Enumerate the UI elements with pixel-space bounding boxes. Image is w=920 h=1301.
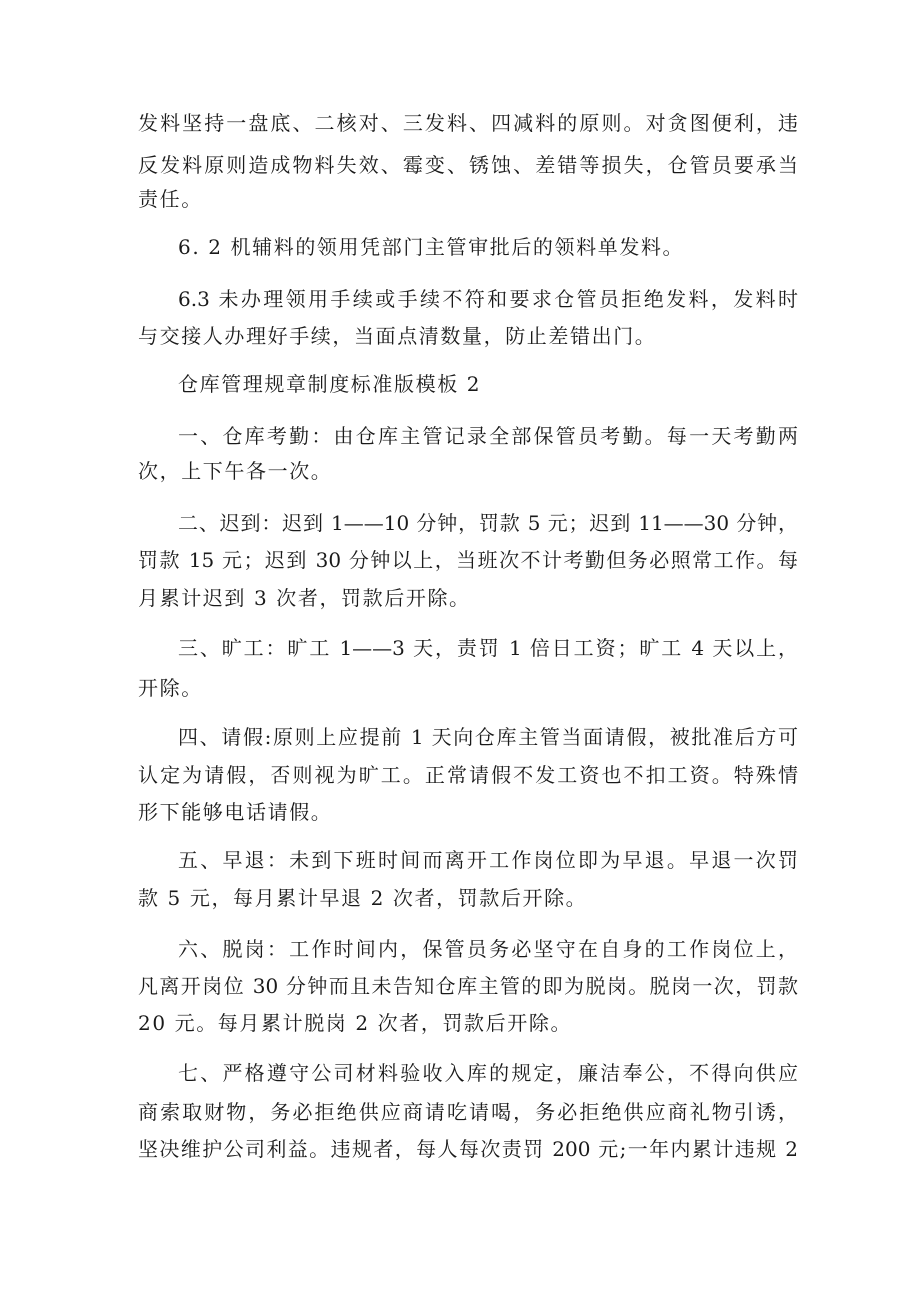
text-line: 月累计迟到 3 次者，罚款后开除。 [138,586,471,610]
text-line: 认定为请假，否则视为旷工。正常请假不发工资也不扣工资。特殊情 [138,763,798,787]
text-line: 责任。 [138,187,203,211]
text-line: 反发料原则造成物料失效、霉变、锈蚀、差错等损失，仓管员要承当 [138,153,798,177]
text-line: 一、仓库考勤：由仓库主管记录全部保管员考勤。每一天考勤两 [178,424,798,448]
text-line: 发料坚持一盘底、二核对、三发料、四减料的原则。对贪图便利，违 [138,111,798,135]
text-line: 形下能够电话请假。 [138,800,333,824]
text-line: 凡离开岗位 30 分钟而且未告知仓库主管的即为脱岗。脱岗一次，罚款 [138,974,798,998]
text-line: 6. 2 机辅料的领用凭部门主管审批后的领料单发料。 [178,235,685,259]
text-line: 6.3 未办理领用手续或手续不符和要求仓管员拒绝发料，发料时 [178,287,798,311]
text-line: 坚决维护公司利益。违规者，每人每次责罚 200 元;一年内累计违规 2 [138,1137,798,1161]
text-line: 七、严格遵守公司材料验收入库的规定，廉洁奉公，不得向供应 [178,1061,798,1085]
text-line: 次，上下午各一次。 [138,459,333,483]
text-line: 三、旷工：旷工 1——3 天，责罚 1 倍日工资；旷工 4 天以上， [178,636,798,660]
text-line: 罚款 15 元；迟到 30 分钟以上，当班次不计考勤但务必照常工作。每 [138,548,798,572]
text-line: 款 5 元，每月累计早退 2 次者，罚款后开除。 [138,886,588,910]
text-line: 二、迟到：迟到 1——10 分钟，罚款 5 元；迟到 11——30 分钟， [178,511,798,535]
text-line: 商索取财物，务必拒绝供应商请吃请喝，务必拒绝供应商礼物引诱， [138,1100,798,1124]
text-line: 20 元。每月累计脱岗 2 次者，罚款后开除。 [138,1011,573,1035]
text-line: 五、早退：未到下班时间而离开工作岗位即为早退。早退一次罚 [178,848,798,872]
text-line: 与交接人办理好手续，当面点清数量，防止差错出门。 [138,324,657,348]
section-title: 仓库管理规章制度标准版模板 2 [178,372,482,396]
text-line: 六、脱岗：工作时间内，保管员务必坚守在自身的工作岗位上， [178,937,798,961]
text-line: 四、请假:原则上应提前 1 天向仓库主管当面请假，被批准后方可 [178,725,798,749]
text-line: 开除。 [138,676,203,700]
